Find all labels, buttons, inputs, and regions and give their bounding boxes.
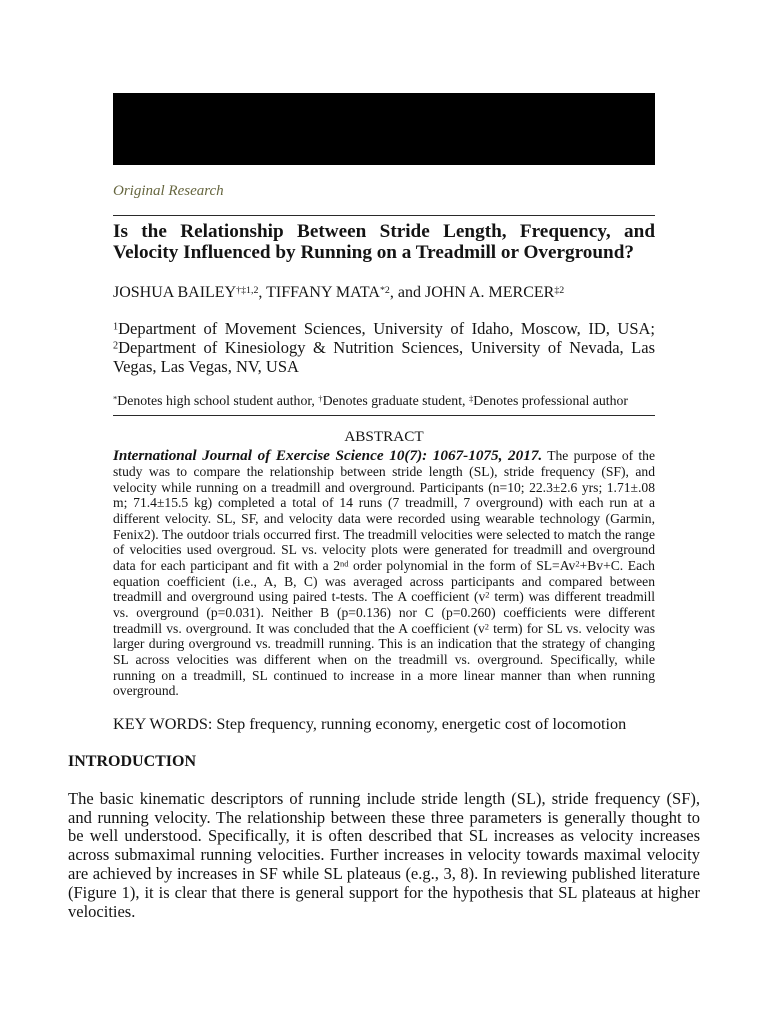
abstract-body: [113, 448, 655, 699]
footnote-mark: *: [113, 393, 118, 404]
author-name: , TIFFANY MATA: [258, 284, 380, 301]
footnote-mark: †: [318, 393, 323, 404]
footnote-text: Denotes professional author: [473, 393, 629, 409]
footnote-rule: [113, 415, 655, 416]
abstract-text: term) for SL vs. velocity was larger during overground vs. treadmill running. This is an indication that the strategy of changing SL across velocities was different when on the treadmill vs. overground. Specifically, while running on a treadmill, SL continued to increase in a more linear manner than when running overground.: [113, 620, 655, 699]
author-mark: *2: [379, 284, 390, 296]
author-mark: †‡1,2: [236, 284, 259, 296]
author-line: [113, 283, 655, 302]
author-mark: ‡2: [554, 284, 565, 296]
affiliation-mark: 2: [113, 340, 119, 352]
footnote-text: Denotes high school student author,: [117, 393, 319, 409]
affiliation-text: Department of Movement Sciences, University of Idaho, Moscow, ID, USA;: [118, 319, 655, 338]
introduction-paragraph: The basic kinematic descriptors of running include stride length (SL), stride frequency (SF), and running velocity. The relationship between these three parameters is generally thought to be well understood. Specifically, it is often described that SL increases as velocity increases across submaximal running velocities. Further increases in velocity towards maximal velocity are achieved by increases in SF while SL plateaus (e.g., 3, 8). In reviewing published literature (Figure 1), it is clear that there is general support for the hypothesis that SL plateaus at higher velocities.: [68, 788, 700, 921]
abstract-heading: ABSTRACT: [344, 428, 424, 446]
article-column: [68, 93, 700, 921]
abstract-text: +Bv+C. Each equation coefficient (i.e., A, B, C) was averaged across participants and compared between treadmill and overground using paired t-tests. The A coefficient (v: [113, 557, 655, 605]
affiliation-text: Department of Kinesiology & Nutrition Sciences, University of Nevada, Las Vegas, Las Vegas, NV, USA: [113, 337, 655, 376]
article-title: Is the Relationship Between Stride Length, Frequency, and Velocity Influenced by Running on a Treadmill or Overground?: [113, 221, 655, 263]
abstract-text: order polynomial in the form of SL=Av: [348, 557, 576, 573]
author-name: JOSHUA BAILEY: [113, 284, 237, 301]
author-name: , and JOHN A. MERCER: [389, 284, 555, 301]
footnote-text: Denotes graduate student,: [322, 393, 469, 409]
journal-citation: International Journal of Exercise Science 10(7): 1067-1075, 2017.: [113, 447, 543, 465]
superscript: 2: [485, 589, 490, 600]
superscript: 2: [484, 621, 489, 632]
superscript: 2: [575, 558, 580, 569]
abstract-text: term) was different treadmill vs. overground (p=0.031). Neither B (p=0.136) nor C (p=0.260) coefficients were different treadmill vs. overground. It was concluded that the A coefficient (v: [113, 589, 655, 636]
keywords: KEY WORDS: Step frequency, running economy, energetic cost of locomotion: [113, 714, 627, 733]
affiliations: [113, 320, 655, 376]
article-type-label: Original Research: [113, 183, 224, 199]
header-banner: [113, 93, 655, 165]
author-footnote: [113, 393, 655, 409]
abstract-text: The purpose of the study was to compare the relationship between stride length (SL), stride frequency (SF), and velocity while running on a treadmill and overground. Participants (n=10; 22.3±2.6 yrs; 1.71±.08 m; 71.4±15.5 kg) completed a total of 14 runs (7 treadmill, 7 overground) with each run at a different velocity. SL, SF, and velocity data were recorded using wearable technology (Garmin, Fenix2). The outdoor trials occurred first. The treadmill velocities were selected to match the range of velocities used overgroud. SL vs. velocity plots were generated for treadmill and overground data for each participant and fit with a 2: [113, 448, 655, 573]
header-rule: [113, 215, 655, 216]
footnote-mark: ‡: [468, 393, 474, 404]
introduction-heading: INTRODUCTION: [68, 752, 197, 770]
affiliation-mark: 1: [113, 321, 119, 333]
superscript: nd: [340, 558, 349, 569]
